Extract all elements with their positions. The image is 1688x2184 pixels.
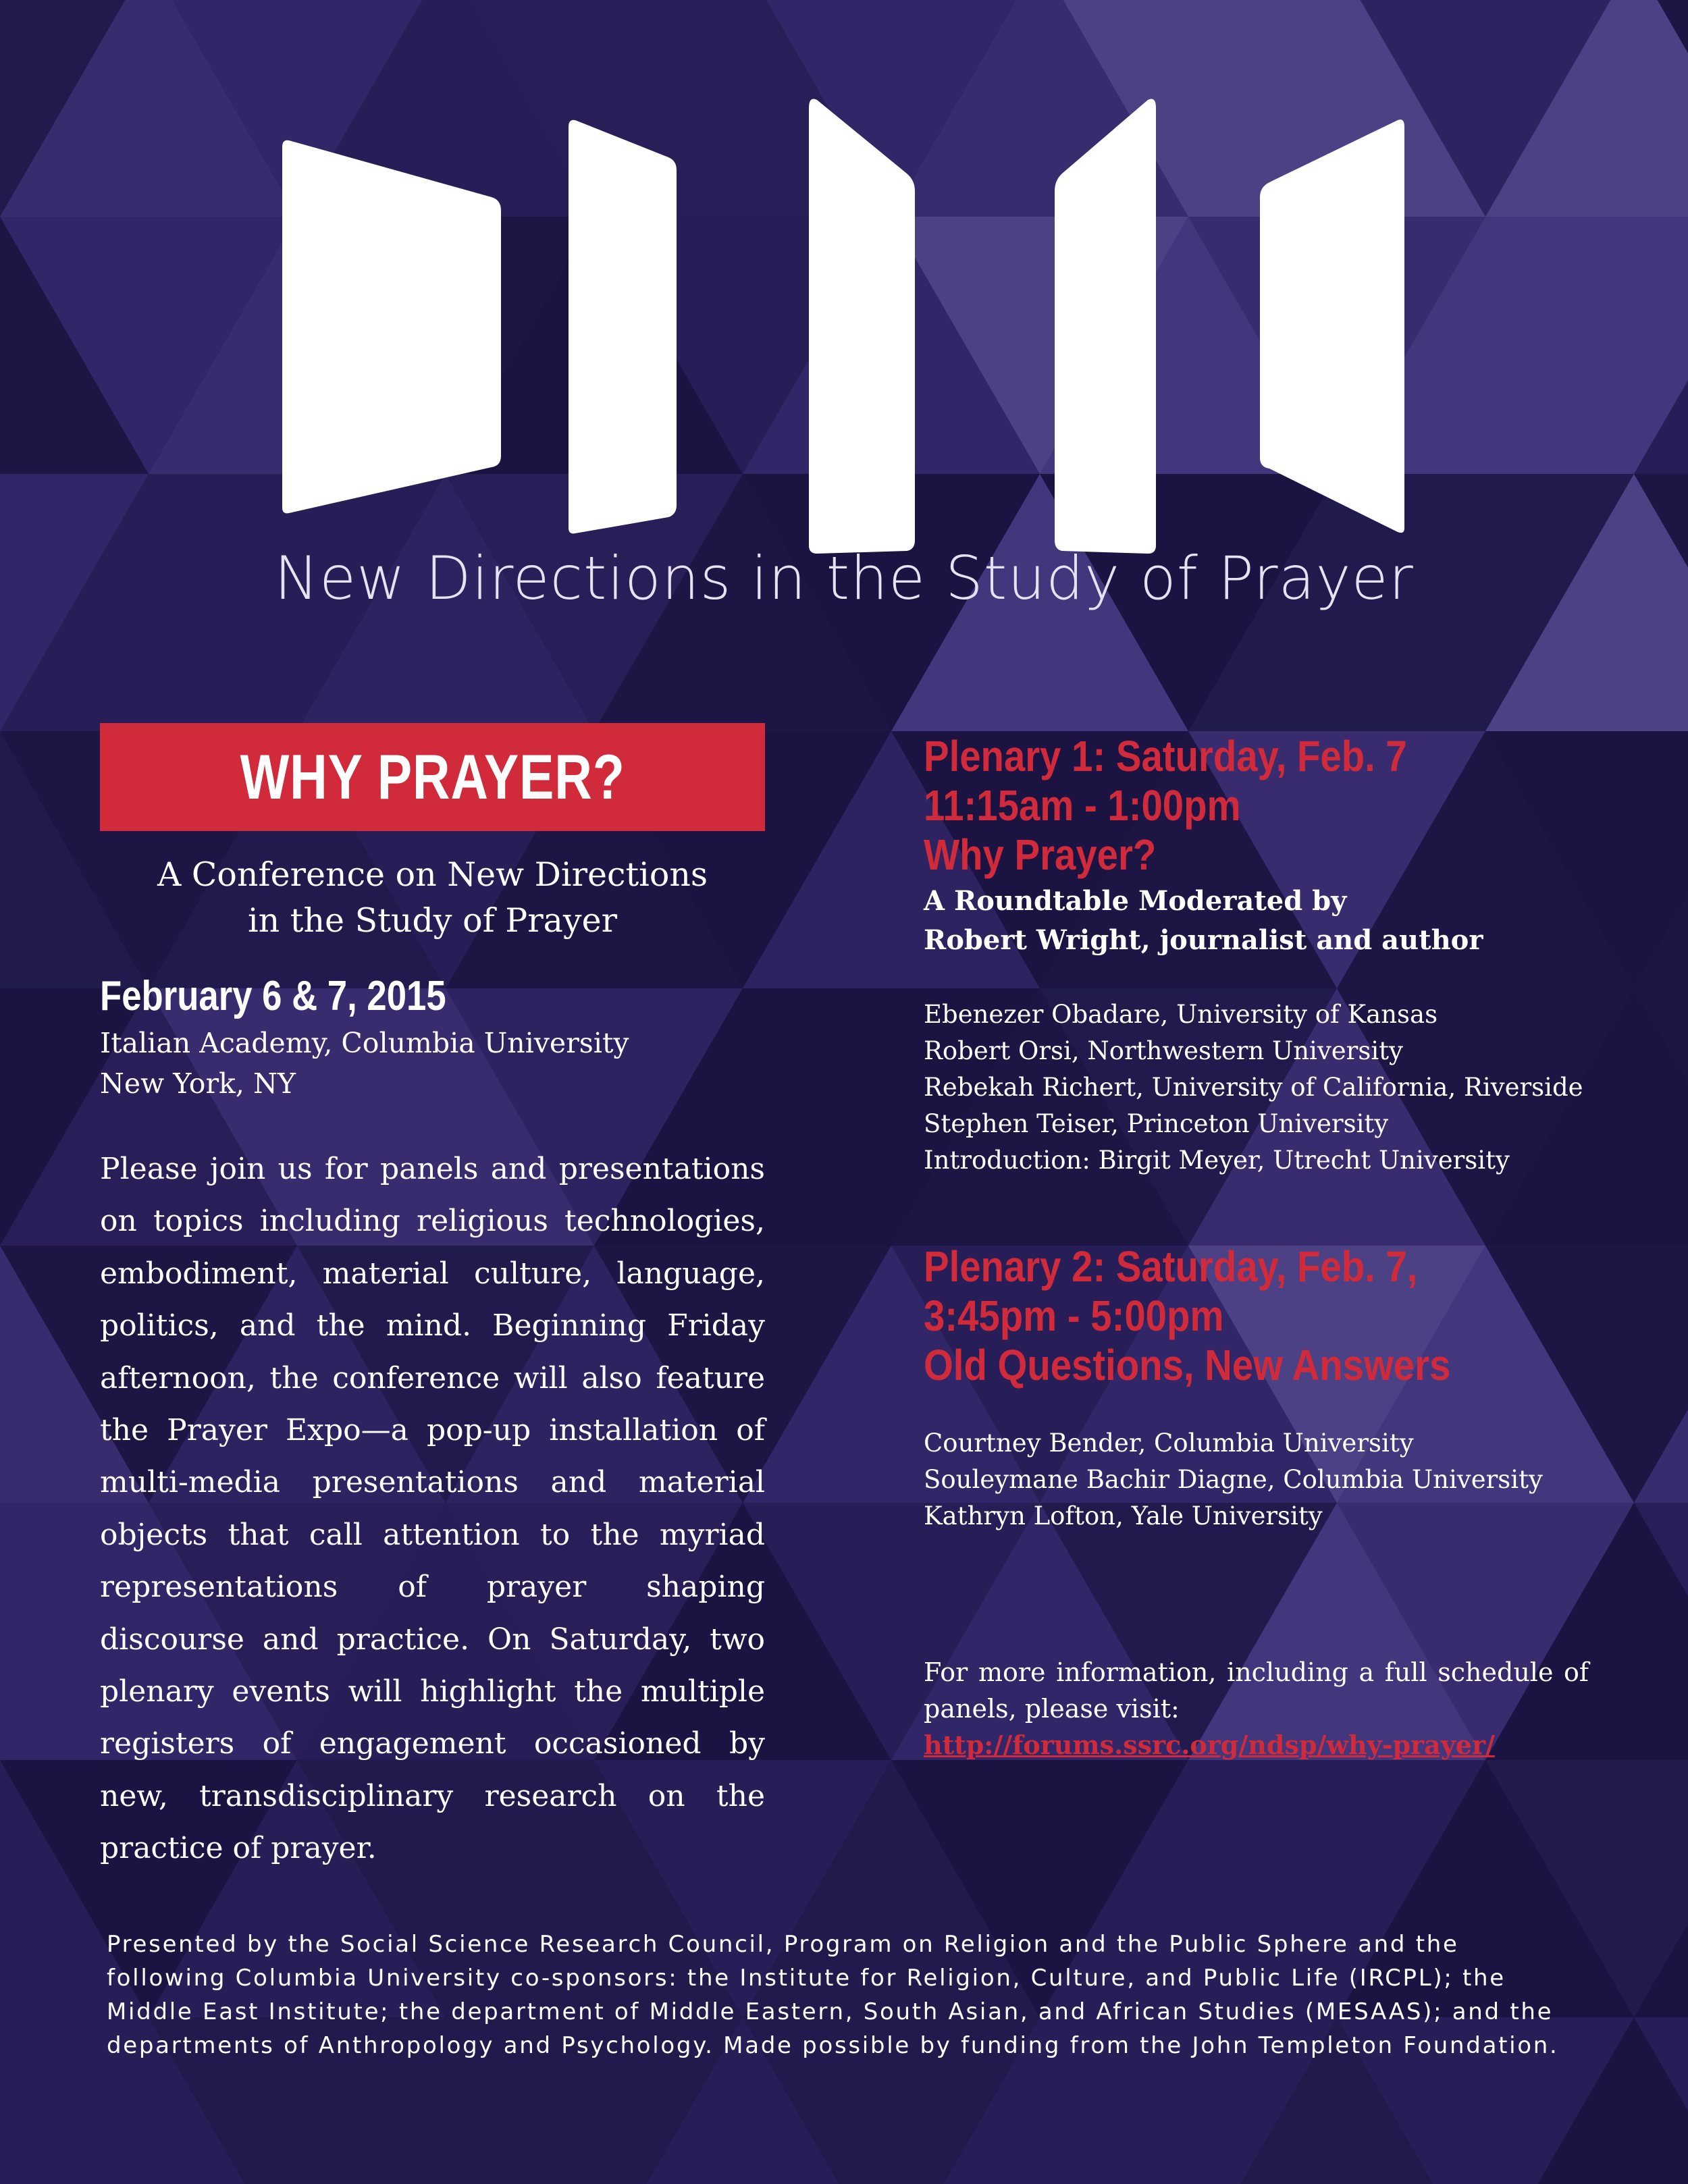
plenary-2-speakers [924,1425,1666,1535]
speaker-item: Courtney Bender, Columbia University [924,1429,1414,1458]
moderator-line: A Roundtable Moderated by [924,885,1347,917]
plenary-1-topic: Why Prayer? [924,830,1157,879]
speaker-item: Ebenezer Obadare, University of Kansas [924,1000,1438,1029]
plenary-1-speakers [924,996,1666,1179]
moderator-line: Robert Wright, journalist and author [924,924,1483,956]
plenary-2-title: Plenary 2: Saturday, Feb. 7, [924,1242,1418,1291]
venue-line: Italian Academy, Columbia University [100,1027,629,1059]
plenary-1-title: Plenary 1: Saturday, Feb. 7 [924,732,1407,780]
door-panel-3 [809,99,915,554]
prayer-doors-logo [0,0,1688,554]
speaker-item: Robert Orsi, Northwestern University [924,1036,1403,1065]
title-banner [100,723,765,831]
speaker-item: Rebekah Richert, University of California, Riverside [924,1073,1583,1102]
banner-title: WHY PRAYER? [240,741,625,812]
schedule-link[interactable]: http://forums.ssrc.org/ndsp/why-prayer/ [924,1730,1495,1760]
plenary-1-time: 11:15am - 1:00pm [924,781,1241,830]
plenary-2-heading [924,1242,1577,1390]
event-dates: February 6 & 7, 2015 [100,973,446,1019]
plenary-1-moderator [924,882,1483,960]
event-description: Please join us for panels and presentations on topics including religious technologies, embodiment, material culture, language, politics, and the mind. Beginning Friday afternoon, the conference will also feature the Prayer Expo—a pop-up installation of multi-media presentations and material objects that call attention to the myriad representations of prayer shaping discourse and practice. On Saturday, two plenary events will highlight the multiple registers of engagement occasioned by new, transdisciplinary research on the practice of prayer. [100,1152,765,1866]
door-panel-5 [1260,119,1404,533]
venue-line: New York, NY [100,1067,296,1100]
speaker-item: Stephen Teiser, Princeton University [924,1109,1389,1138]
plenary-1-heading [924,732,1577,880]
plenary-2-topic: Old Questions, New Answers [924,1341,1451,1389]
sponsors-footer: Presented by the Social Science Research Council, Program on Religion and the Public Sphere and the following Columbia University co-sponsors: the Institute for Religion, Culture, and Public Life (IRCPL); the Middle East Institute; the department of Middle Eastern, South Asian, and African Studies (MESAAS); and the departments of Anthropology and Psychology. Made possible by funding from the John Templeton Foundation. [107,1931,1559,2059]
conference-tagline [100,852,765,944]
tagline-line: in the Study of Prayer [248,901,617,940]
conference-series-subtitle: New Directions in the Study of Prayer [274,543,1414,613]
speaker-item: Kathryn Lofton, Yale University [924,1501,1323,1530]
event-venue [100,1023,629,1104]
door-panel-2 [569,120,677,534]
speaker-item: Introduction: Birgit Meyer, Utrecht University [924,1146,1510,1175]
plenary-2-time: 3:45pm - 5:00pm [924,1291,1224,1340]
more-info-text: For more information, including a full schedule of panels, please visit: [924,1657,1589,1724]
speaker-item: Souleymane Bachir Diagne, Columbia University [924,1465,1543,1494]
tagline-line: A Conference on New Directions [157,855,708,894]
door-panel-4 [1055,99,1156,554]
door-panel-1 [282,140,501,514]
more-info-block [924,1654,1589,1763]
